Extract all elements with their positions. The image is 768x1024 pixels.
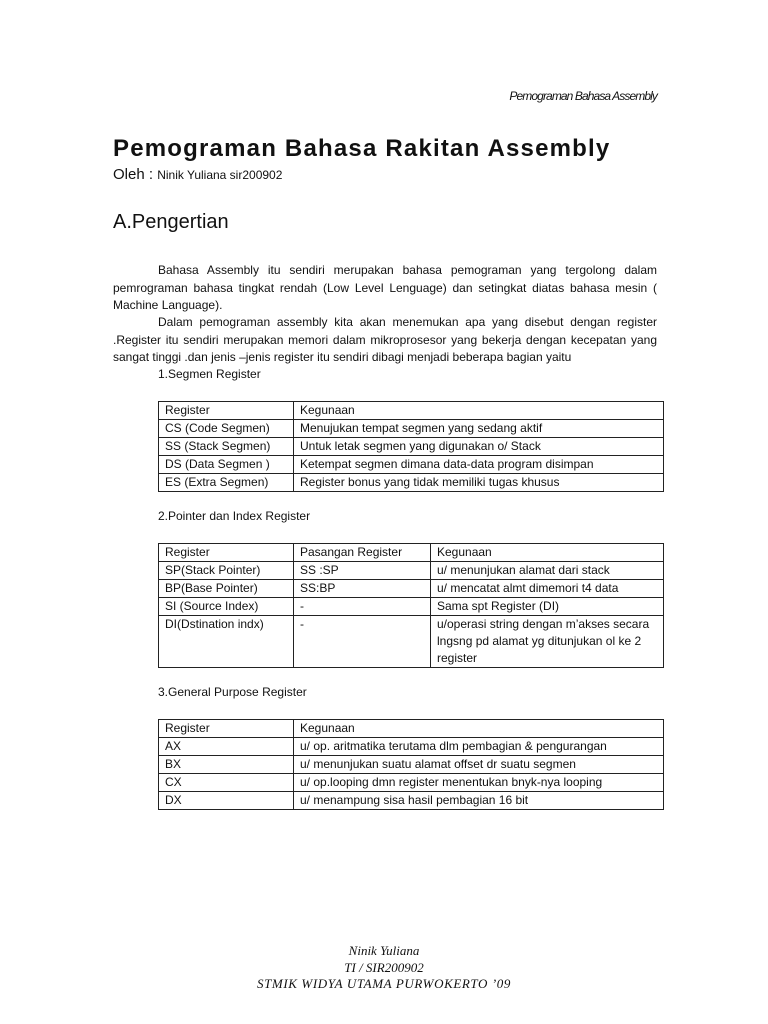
table-row bbox=[159, 598, 664, 616]
document-title: Pemograman Bahasa Rakitan Assembly bbox=[113, 135, 611, 162]
table-header-cell: Register bbox=[159, 720, 294, 738]
section-heading: A.Pengertian bbox=[113, 211, 229, 233]
table-header-cell: Register bbox=[159, 402, 294, 420]
table-cell: CX bbox=[159, 774, 294, 792]
table-cell: Sama spt Register (DI) bbox=[431, 598, 664, 616]
table-row bbox=[159, 438, 664, 456]
table-cell: Menujukan tempat segmen yang sedang aktif bbox=[294, 420, 664, 438]
table-row bbox=[159, 774, 664, 792]
table-row bbox=[159, 562, 664, 580]
table-row bbox=[159, 420, 664, 438]
table-header-cell: Pasangan Register bbox=[294, 544, 431, 562]
table-cell: SI (Source Index) bbox=[159, 598, 294, 616]
table-cell: u/operasi string dengan m’akses secara lngsng pd alamat yg ditunjukan ol ke 2 register bbox=[431, 616, 664, 668]
table-cell: ES (Extra Segmen) bbox=[159, 474, 294, 492]
table-cell: SS:BP bbox=[294, 580, 431, 598]
table-cell: - bbox=[294, 616, 431, 668]
table-cell: BP(Base Pointer) bbox=[159, 580, 294, 598]
byline-author: Ninik Yuliana sir200902 bbox=[157, 168, 283, 182]
table-cell: DI(Dstination indx) bbox=[159, 616, 294, 668]
table-header-cell: Register bbox=[159, 544, 294, 562]
table-row bbox=[159, 792, 664, 810]
table-cell: u/ menunjukan alamat dari stack bbox=[431, 562, 664, 580]
page-footer bbox=[0, 943, 768, 993]
table-cell: DS (Data Segmen ) bbox=[159, 456, 294, 474]
footer-author: Ninik Yuliana bbox=[348, 943, 420, 958]
table-cell: u/ menunjukan suatu alamat offset dr suatu segmen bbox=[294, 756, 664, 774]
table-cell: - bbox=[294, 598, 431, 616]
general-purpose-register-table bbox=[158, 719, 664, 810]
table-row bbox=[159, 738, 664, 756]
table-cell: AX bbox=[159, 738, 294, 756]
table-row bbox=[159, 580, 664, 598]
byline-label: Oleh : bbox=[113, 166, 158, 183]
general-purpose-register-heading: 3.General Purpose Register bbox=[158, 685, 307, 699]
byline bbox=[113, 166, 282, 183]
table-header-cell: Kegunaan bbox=[294, 402, 664, 420]
table-header-row bbox=[159, 720, 664, 738]
table-cell: u/ mencatat almt dimemori t4 data bbox=[431, 580, 664, 598]
running-header: Pemograman Bahasa Assembly bbox=[509, 89, 657, 103]
pointer-index-register-table bbox=[158, 543, 664, 668]
table-row bbox=[159, 474, 664, 492]
table-cell: DX bbox=[159, 792, 294, 810]
table-cell: Register bonus yang tidak memiliki tugas khusus bbox=[294, 474, 664, 492]
segment-register-heading: 1.Segmen Register bbox=[158, 367, 261, 381]
table-header-row bbox=[159, 402, 664, 420]
table-cell: u/ op. aritmatika terutama dlm pembagian & pengurangan bbox=[294, 738, 664, 756]
table-row bbox=[159, 456, 664, 474]
table-header-cell: Kegunaan bbox=[294, 720, 664, 738]
table-header-row bbox=[159, 544, 664, 562]
table-cell: u/ op.looping dmn register menentukan bnyk-nya looping bbox=[294, 774, 664, 792]
table-cell: Untuk letak segmen yang digunakan o/ Stack bbox=[294, 438, 664, 456]
footer-id: TI / SIR200902 bbox=[344, 959, 424, 975]
table-cell: BX bbox=[159, 756, 294, 774]
paragraph-1: Bahasa Assembly itu sendiri merupakan bahasa pemograman yang tergolong dalam pemrograman bahasa tingkat rendah (Low Level Lenguage) dan setingkat diatas bahasa mesin ( Machine Language). bbox=[113, 263, 657, 312]
segment-register-table bbox=[158, 401, 664, 492]
table-row bbox=[159, 616, 664, 668]
table-cell: u/ menampung sisa hasil pembagian 16 bit bbox=[294, 792, 664, 810]
table-row bbox=[159, 756, 664, 774]
table-cell: CS (Code Segmen) bbox=[159, 420, 294, 438]
pointer-index-register-heading: 2.Pointer dan Index Register bbox=[158, 509, 311, 523]
footer-institution: STMIK WIDYA UTAMA PURWOKERTO ’09 bbox=[257, 976, 511, 991]
table-header-cell: Kegunaan bbox=[431, 544, 664, 562]
table-cell: Ketempat segmen dimana data-data program disimpan bbox=[294, 456, 664, 474]
table-cell: SP(Stack Pointer) bbox=[159, 562, 294, 580]
table-cell: SS :SP bbox=[294, 562, 431, 580]
table-cell: SS (Stack Segmen) bbox=[159, 438, 294, 456]
paragraph-2: Dalam pemograman assembly kita akan menemukan apa yang disebut dengan register .Register itu sendiri merupakan memori dalam mikroprosesor yang bekerja dengan kecepatan yang sangat tinggi .dan jenis –jenis register itu sendiri dibagi menjadi beberapa bagian yaitu bbox=[113, 315, 657, 364]
